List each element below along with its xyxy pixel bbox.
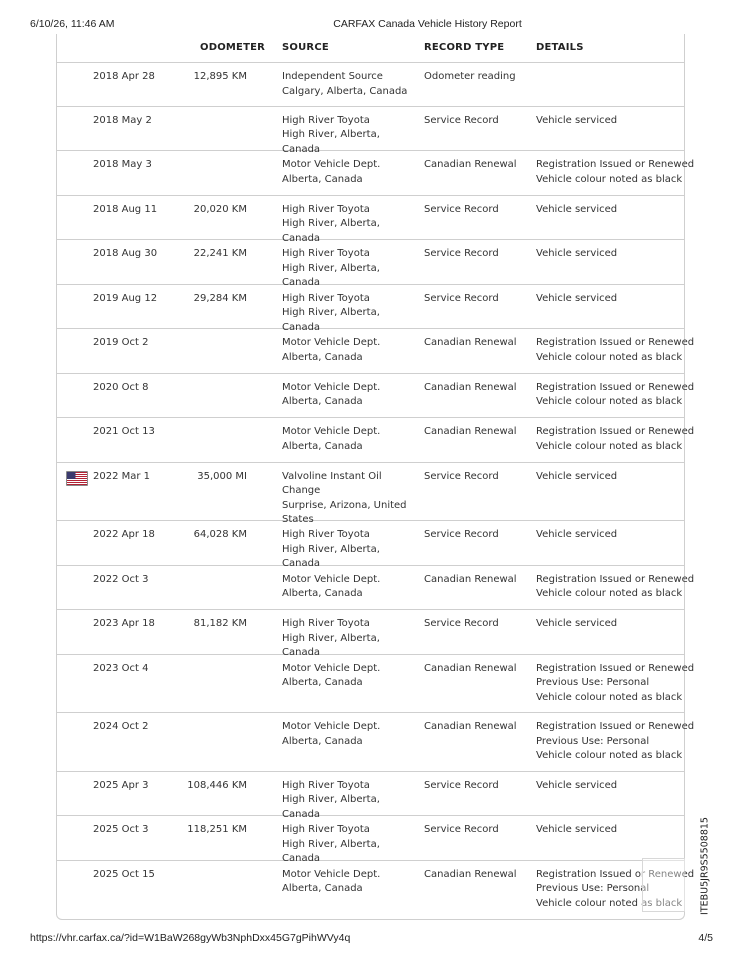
source-line: Alberta, Canada	[282, 677, 363, 688]
table-row	[57, 285, 685, 333]
record-type: Service Record	[424, 114, 499, 126]
record-type: Canadian Renewal	[424, 159, 517, 170]
source-line: Motor Vehicle Dept.	[282, 426, 381, 437]
source-line: High River, Alberta, Canada	[282, 838, 380, 864]
detail-line: Registration Issued or Renewed	[536, 337, 695, 348]
source-line: High River Toyota	[282, 824, 370, 835]
column-header-odometer: ODOMETER	[200, 42, 266, 53]
record-details	[536, 203, 686, 218]
detail-line: Vehicle serviced	[536, 203, 618, 215]
detail-line: Vehicle serviced	[536, 529, 618, 540]
source-line: High River, Alberta, Canada	[282, 794, 380, 820]
record-date: 2022 Mar 1	[93, 470, 151, 482]
source-line: Independent Source	[282, 71, 383, 82]
table-row	[57, 463, 685, 525]
record-source	[282, 662, 417, 691]
detail-line: Registration Issued or Renewed	[536, 573, 695, 585]
print-footer	[0, 932, 741, 946]
record-type: Service Record	[424, 203, 499, 215]
source-line: Alberta, Canada	[282, 440, 363, 452]
table-row	[57, 772, 685, 820]
odometer-value: 35,000 MI	[197, 470, 247, 482]
record-type: Canadian Renewal	[424, 426, 517, 437]
detail-line: Previous Use: Personal	[536, 883, 650, 894]
print-datetime: 6/10/26, 11:46 AM	[30, 18, 115, 30]
record-details	[536, 573, 695, 602]
record-type: Service Record	[424, 470, 499, 482]
history-table-body	[57, 62, 695, 919]
detail-line: Vehicle serviced	[536, 114, 618, 126]
table-row	[57, 62, 685, 107]
record-date: 2018 May 2	[93, 114, 152, 126]
us-flag-icon	[66, 471, 88, 486]
detail-line: Registration Issued or Renewed	[536, 381, 695, 393]
record-details	[536, 662, 695, 706]
source-line: Motor Vehicle Dept.	[282, 868, 381, 880]
record-date: 2018 Aug 11	[93, 203, 158, 215]
source-line: High River, Alberta, Canada	[282, 307, 380, 333]
record-source	[282, 425, 417, 454]
record-source	[282, 573, 417, 602]
detail-line: Vehicle serviced	[536, 618, 618, 629]
detail-line: Vehicle colour noted as black	[536, 691, 683, 703]
column-header-details: DETAILS	[536, 42, 584, 53]
print-header	[0, 18, 741, 32]
source-line: Surprise, Arizona, United	[282, 499, 407, 511]
detail-line: Registration Issued or Renewed	[536, 662, 695, 674]
source-line: States	[282, 514, 314, 525]
detail-line: Vehicle colour noted as black	[536, 750, 683, 761]
table-row	[57, 329, 695, 374]
record-date: 2020 Oct 8	[93, 381, 149, 393]
record-date: 2018 Apr 28	[93, 71, 155, 82]
table-row	[57, 374, 695, 419]
source-line: High River Toyota	[282, 292, 370, 304]
table-row	[57, 816, 685, 864]
odometer-value: 20,020 KM	[193, 203, 247, 215]
odometer-value: 118,251 KM	[187, 824, 247, 835]
record-date: 2021 Oct 13	[93, 426, 155, 437]
source-line: High River, Alberta, Canada	[282, 129, 380, 155]
record-date: 2023 Oct 4	[93, 662, 149, 674]
record-type: Canadian Renewal	[424, 721, 517, 732]
record-details	[536, 823, 686, 838]
record-date: 2023 Apr 18	[93, 618, 155, 629]
source-line: Motor Vehicle Dept.	[282, 573, 381, 585]
source-line: Motor Vehicle Dept.	[282, 159, 381, 170]
page-number: 4/5	[698, 932, 713, 944]
record-type: Canadian Renewal	[424, 381, 517, 393]
record-type: Service Record	[424, 529, 499, 540]
record-date: 2025 Oct 15	[93, 868, 155, 880]
record-source	[282, 158, 417, 187]
document-title: CARFAX Canada Vehicle History Report	[333, 18, 522, 30]
record-details	[536, 779, 686, 794]
record-details	[536, 425, 695, 454]
record-date: 2022 Apr 18	[93, 529, 155, 540]
source-line: Alberta, Canada	[282, 588, 363, 599]
record-details	[536, 247, 686, 262]
table-row	[57, 566, 695, 611]
odometer-value: 108,446 KM	[187, 779, 247, 791]
source-line: Alberta, Canada	[282, 396, 363, 407]
detail-line: Vehicle serviced	[536, 470, 618, 482]
record-source	[282, 381, 417, 410]
record-details	[536, 470, 686, 485]
source-line: High River, Alberta, Canada	[282, 262, 380, 288]
detail-line: Registration Issued or Renewed	[536, 426, 695, 437]
detail-line: Vehicle colour noted as black	[536, 351, 683, 363]
record-type: Service Record	[424, 824, 499, 835]
record-date: 2019 Oct 2	[93, 337, 149, 348]
source-line: Calgary, Alberta, Canada	[282, 85, 408, 97]
source-line: High River Toyota	[282, 618, 370, 629]
record-date: 2022 Oct 3	[93, 573, 149, 585]
record-type: Canadian Renewal	[424, 662, 517, 674]
record-details	[536, 381, 695, 410]
page-corner-box	[642, 858, 685, 912]
detail-line: Registration Issued or Renewed	[536, 721, 695, 732]
record-source	[282, 336, 417, 365]
column-header-source: SOURCE	[282, 42, 329, 53]
detail-line: Previous Use: Personal	[536, 735, 650, 747]
table-header	[57, 42, 685, 62]
record-details	[536, 158, 695, 187]
record-type: Service Record	[424, 248, 499, 259]
detail-line: Registration Issued or Renewed	[536, 868, 695, 880]
detail-line: Vehicle colour noted as black	[536, 396, 683, 407]
column-header-record-type: RECORD TYPE	[424, 42, 505, 53]
record-type: Canadian Renewal	[424, 337, 517, 348]
table-row	[57, 240, 685, 288]
record-date: 2018 Aug 30	[93, 248, 158, 259]
source-line: High River Toyota	[282, 529, 370, 540]
record-type: Service Record	[424, 618, 499, 629]
odometer-value: 81,182 KM	[193, 618, 247, 629]
source-line: High River Toyota	[282, 114, 370, 126]
source-line: High River, Alberta, Canada	[282, 632, 380, 658]
record-source	[282, 720, 417, 749]
table-row	[57, 713, 695, 772]
source-line: Motor Vehicle Dept.	[282, 662, 381, 674]
record-type: Canadian Renewal	[424, 868, 517, 880]
record-details	[536, 292, 686, 307]
odometer-value: 12,895 KM	[193, 71, 247, 82]
detail-line: Vehicle colour noted as black	[536, 897, 683, 909]
source-line: High River Toyota	[282, 203, 370, 215]
source-line: High River, Alberta, Canada	[282, 218, 380, 244]
table-row	[57, 861, 695, 920]
source-line: Motor Vehicle Dept.	[282, 381, 381, 393]
table-row	[57, 521, 685, 569]
detail-line: Vehicle serviced	[536, 292, 618, 304]
detail-line: Registration Issued or Renewed	[536, 159, 695, 170]
source-line: High River Toyota	[282, 248, 370, 259]
source-line: Alberta, Canada	[282, 735, 363, 747]
record-date: 2025 Oct 3	[93, 824, 149, 835]
odometer-value: 29,284 KM	[193, 292, 247, 304]
table-row	[57, 418, 695, 463]
record-date: 2019 Aug 12	[93, 292, 158, 304]
record-details	[536, 528, 686, 543]
detail-line: Vehicle colour noted as black	[536, 440, 683, 452]
record-type: Service Record	[424, 292, 499, 304]
odometer-value: 22,241 KM	[193, 248, 247, 259]
record-date: 2024 Oct 2	[93, 721, 149, 732]
record-details	[536, 617, 686, 632]
record-details	[536, 114, 686, 129]
table-row	[57, 196, 685, 244]
page-url: https://vhr.carfax.ca/?id=W1BaW268gyWb3NphDxx45G7gPihWVy4q	[30, 932, 351, 944]
record-source	[282, 470, 417, 528]
record-type: Odometer reading	[424, 71, 516, 82]
record-source	[282, 868, 417, 897]
detail-line: Vehicle serviced	[536, 248, 618, 259]
table-row	[57, 655, 695, 714]
source-line: Valvoline Instant Oil Change	[282, 470, 382, 496]
vin-side-label: ITEBU5JR9S5508815	[699, 817, 711, 915]
source-line: Motor Vehicle Dept.	[282, 337, 381, 348]
table-row	[57, 151, 695, 196]
detail-line: Vehicle serviced	[536, 824, 618, 835]
source-line: High River, Alberta, Canada	[282, 543, 380, 569]
record-details	[536, 336, 695, 365]
detail-line: Vehicle serviced	[536, 779, 618, 791]
record-date: 2025 Apr 3	[93, 779, 149, 791]
source-line: Motor Vehicle Dept.	[282, 721, 381, 732]
record-details	[536, 720, 695, 764]
source-line: Alberta, Canada	[282, 351, 363, 363]
record-type: Canadian Renewal	[424, 573, 517, 585]
record-type: Service Record	[424, 779, 499, 791]
source-line: Alberta, Canada	[282, 883, 363, 894]
detail-line: Vehicle colour noted as black	[536, 588, 683, 599]
table-row	[57, 107, 685, 155]
record-source	[282, 70, 417, 99]
table-row	[57, 610, 685, 658]
odometer-value: 64,028 KM	[193, 529, 247, 540]
detail-line: Previous Use: Personal	[536, 677, 650, 688]
source-line: Alberta, Canada	[282, 173, 363, 185]
record-date: 2018 May 3	[93, 159, 152, 170]
detail-line: Vehicle colour noted as black	[536, 173, 683, 185]
source-line: High River Toyota	[282, 779, 370, 791]
